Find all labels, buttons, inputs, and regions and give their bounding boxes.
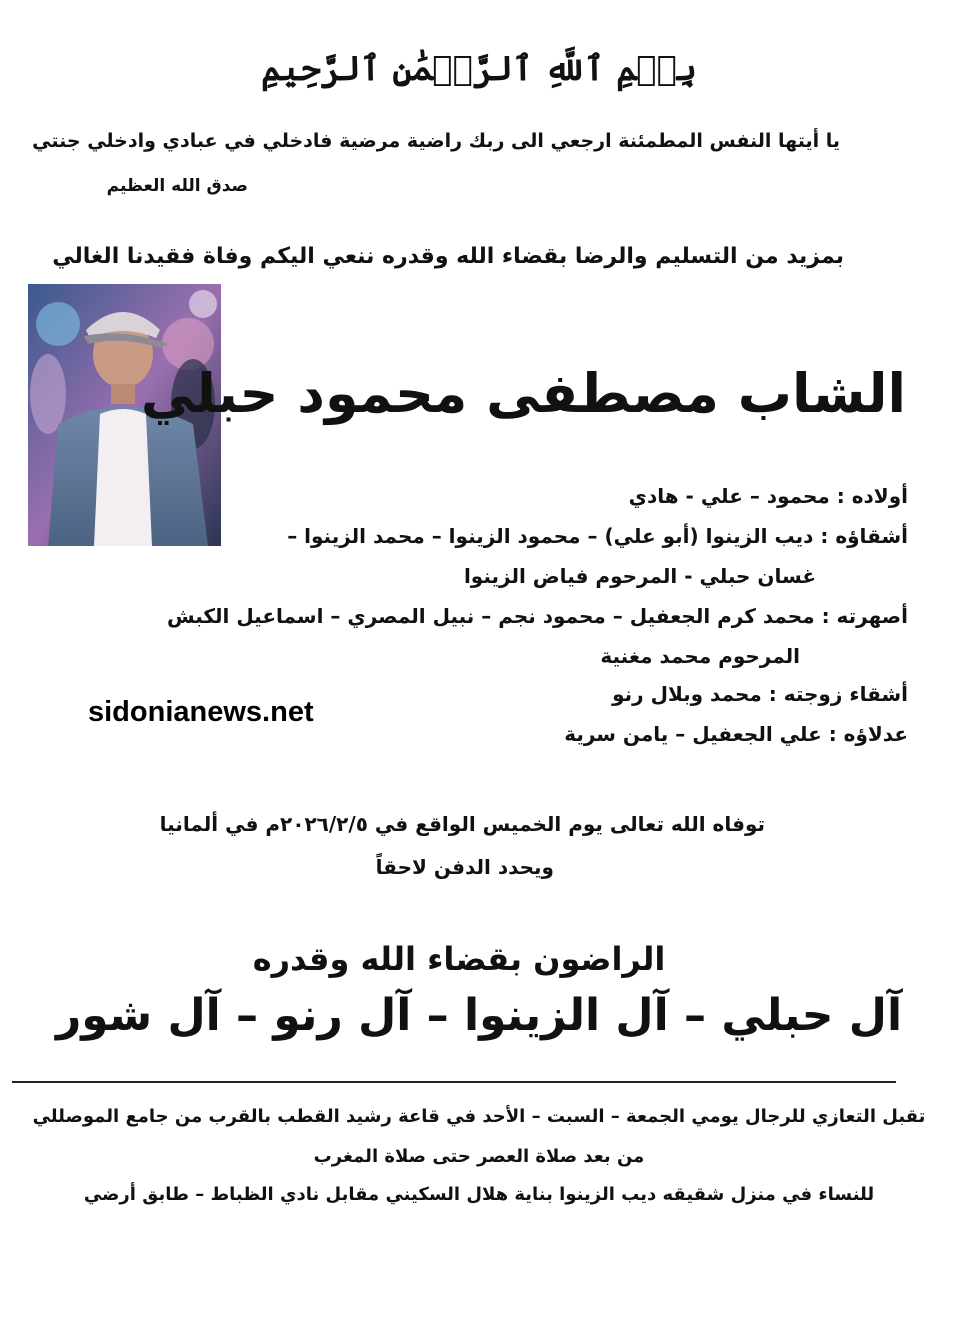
basmala: بِسۡمِ ٱللَّهِ ٱلرَّحۡمَٰنِ ٱلرَّحِيمِ xyxy=(261,49,697,89)
children-line: أولاده : محمود – علي - هادي xyxy=(628,484,908,508)
in-laws-line-1: أصهرته : محمد كرم الجعفيل – محمود نجم – نبيل المصري – اسماعيل الكبش xyxy=(166,604,908,628)
quran-verse: يا أيتها النفس المطمئنة ارجعي الى ربك راضية مرضية فادخلي في عبادي وادخلي جنتي xyxy=(32,130,840,152)
condolences-men: تقبل التعازي للرجال يومي الجمعة – السبت – الأحد في قاعة رشيد القطب بالقرب من جامع الموصللي xyxy=(32,1106,926,1127)
death-notice: توفاه الله تعالى يوم الخميس الواقع في ٢٠٢٦/٢/٥م في ألمانيا xyxy=(159,812,765,836)
brothers-in-law-line: عدلاؤه : علي الجعفيل – يامن سرية xyxy=(564,722,908,746)
mourning-families: آل حبلي – آل الزينوا – آل رنو – آل شور xyxy=(55,990,903,1041)
brothers-line-2: غسان حبلي - المرحوم فياض الزينوا xyxy=(463,564,816,588)
wife-brothers-line: أشقاء زوجته : محمد وبلال رنو xyxy=(612,682,908,706)
condolences-women: للنساء في منزل شقيقه ديب الزينوا بناية هلال السكيني مقابل نادي الظباط – طابق أرضي xyxy=(83,1184,875,1205)
announcement-intro: بمزيد من التسليم والرضا بقضاء الله وقدره ننعي اليكم وفاة فقيدنا الغالي xyxy=(52,244,844,269)
verse-closing: صدق الله العظيم xyxy=(106,176,248,196)
website-watermark: sidonianews.net xyxy=(88,696,314,728)
condolences-time: من بعد صلاة العصر حتى صلاة المغرب xyxy=(313,1146,645,1167)
brothers-line-1: أشقاؤه : ديب الزينوا (أبو علي) – محمود الزينوا – محمد الزينوا – xyxy=(287,524,908,548)
deceased-name: الشاب مصطفى محمود حبلي xyxy=(140,362,906,425)
burial-notice: ويحدد الدفن لاحقاً xyxy=(375,855,554,879)
mourners-heading: الراضون بقضاء الله وقدره xyxy=(252,940,666,978)
in-laws-line-2: المرحوم محمد مغنية xyxy=(600,644,800,668)
divider xyxy=(12,1081,896,1083)
